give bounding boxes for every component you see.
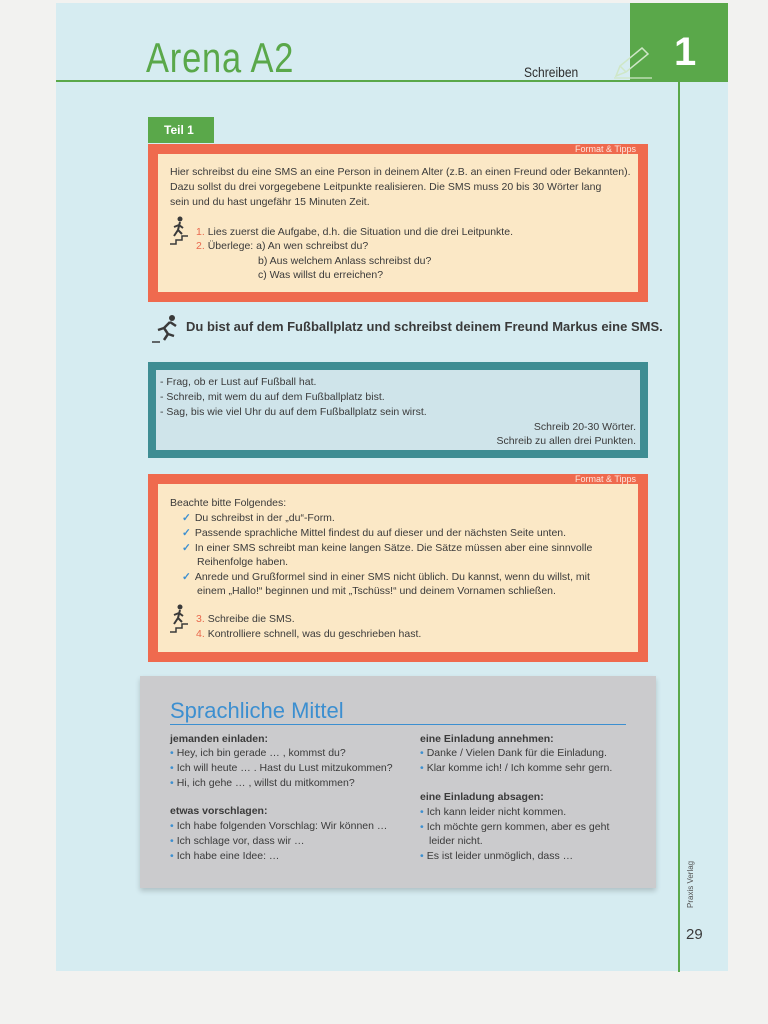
task-point-1: - Frag, ob er Lust auf Fußball hat. <box>160 376 317 388</box>
runner-icon <box>150 314 180 344</box>
teil-tab: Teil 1 <box>148 117 214 143</box>
check-4: ✓ Anrede und Grußformel sind in einer SMS nicht üblich. Du kannst, wenn du willst, mit <box>182 571 590 583</box>
format-tips-label-2: Format & Tipps <box>574 474 636 484</box>
all-points-note: Schreib zu allen drei Punkten. <box>496 435 636 447</box>
check-1: ✓ Du schreibst in der „du“-Form. <box>182 512 335 524</box>
margin-rule <box>678 80 680 972</box>
step-4: 4. Kontrolliere schnell, was du geschrieben hast. <box>196 628 422 640</box>
phrase-item: • Ich habe folgenden Vorschlag: Wir können … <box>170 820 388 832</box>
task-point-2: - Schreib, mit wem du auf dem Fußballplatz bist. <box>160 391 385 403</box>
page-number: 29 <box>686 926 703 943</box>
task-point-3: - Sag, bis wie viel Uhr du auf dem Fußballplatz sein wirst. <box>160 406 427 418</box>
intro-line-2: Dazu sollst du drei vorgegebene Leitpunkte realisieren. Die SMS muss 20 bis 30 Wörter lang <box>170 181 602 193</box>
phrase-heading-decline: eine Einladung absagen: <box>420 791 544 803</box>
task-situation: Du bist auf dem Fußballplatz und schreibst deinem Freund Markus eine SMS. <box>186 319 663 334</box>
check-icon: ✓ <box>182 512 191 524</box>
word-count: Schreib 20-30 Wörter. <box>533 421 636 433</box>
check-icon: ✓ <box>182 527 191 539</box>
phrase-item: • Hi, ich gehe … , willst du mitkommen? <box>170 777 355 789</box>
phrase-item: • Ich will heute … . Hast du Lust mitzukommen? <box>170 762 393 774</box>
check-3-cont: Reihenfolge haben. <box>197 556 289 568</box>
phrase-item: • Ich schlage vor, dass wir … <box>170 835 305 847</box>
sprachliche-mittel-title: Sprachliche Mittel <box>170 698 344 723</box>
pencil-icon <box>612 44 652 80</box>
page-title: Arena A2 <box>146 34 295 81</box>
phrase-item: • Danke / Vielen Dank für die Einladung. <box>420 747 607 759</box>
phrase-heading-invite: jemanden einladen: <box>170 733 269 745</box>
phrase-item: • Ich möchte gern kommen, aber es geht <box>420 821 610 833</box>
phrase-item: • Ich habe eine Idee: … <box>170 850 280 862</box>
intro-line-3: sein und du hast ungefähr 15 Minuten Zeit. <box>170 196 370 208</box>
format-tips-label: Format & Tipps <box>574 144 636 154</box>
step-3: 3. Schreibe die SMS. <box>196 613 295 625</box>
step-2: 2. Überlege: a) An wen schreibst du? <box>196 240 369 252</box>
publisher-label: Praxis Verlag <box>686 860 695 908</box>
check-icon: ✓ <box>182 542 191 554</box>
phrase-heading-suggest: etwas vorschlagen: <box>170 805 268 817</box>
phrase-item: • Hey, ich bin gerade … , kommst du? <box>170 747 346 759</box>
stairs-walker-icon-2 <box>168 604 190 634</box>
phrase-item: • Klar komme ich! / Ich komme sehr gern. <box>420 762 613 774</box>
check-3: ✓ In einer SMS schreibt man keine langen Sätze. Die Sätze müssen aber eine sinnvolle <box>182 542 593 554</box>
phrase-item: • Es ist leider unmöglich, dass … <box>420 850 574 862</box>
notice-title: Beachte bitte Folgendes: <box>170 497 287 509</box>
check-icon: ✓ <box>182 571 191 583</box>
section-label: Schreiben <box>524 64 579 80</box>
phrase-heading-accept: eine Einladung annehmen: <box>420 733 554 745</box>
intro-line-1: Hier schreibst du eine SMS an eine Person in deinem Alter (z.B. an einen Freund oder Bekannten). <box>170 166 631 178</box>
sprachliche-mittel-rule <box>170 724 626 725</box>
step-2-b: b) Aus welchem Anlass schreibst du? <box>258 255 432 267</box>
step-1: 1. Lies zuerst die Aufgabe, d.h. die Situation und die drei Leitpunkte. <box>196 226 513 238</box>
check-4-cont: einem „Hallo!“ beginnen und mit „Tschüss!“ und deinem Vornamen schließen. <box>197 585 556 597</box>
step-2-c: c) Was willst du erreichen? <box>258 269 384 281</box>
chapter-number: 1 <box>674 30 697 74</box>
phrase-item: • Ich kann leider nicht kommen. <box>420 806 567 818</box>
stairs-walker-icon <box>168 216 190 246</box>
check-2: ✓ Passende sprachliche Mittel findest du auf dieser und der nächsten Seite unten. <box>182 527 567 539</box>
phrase-item-cont: leider nicht. <box>429 835 483 847</box>
